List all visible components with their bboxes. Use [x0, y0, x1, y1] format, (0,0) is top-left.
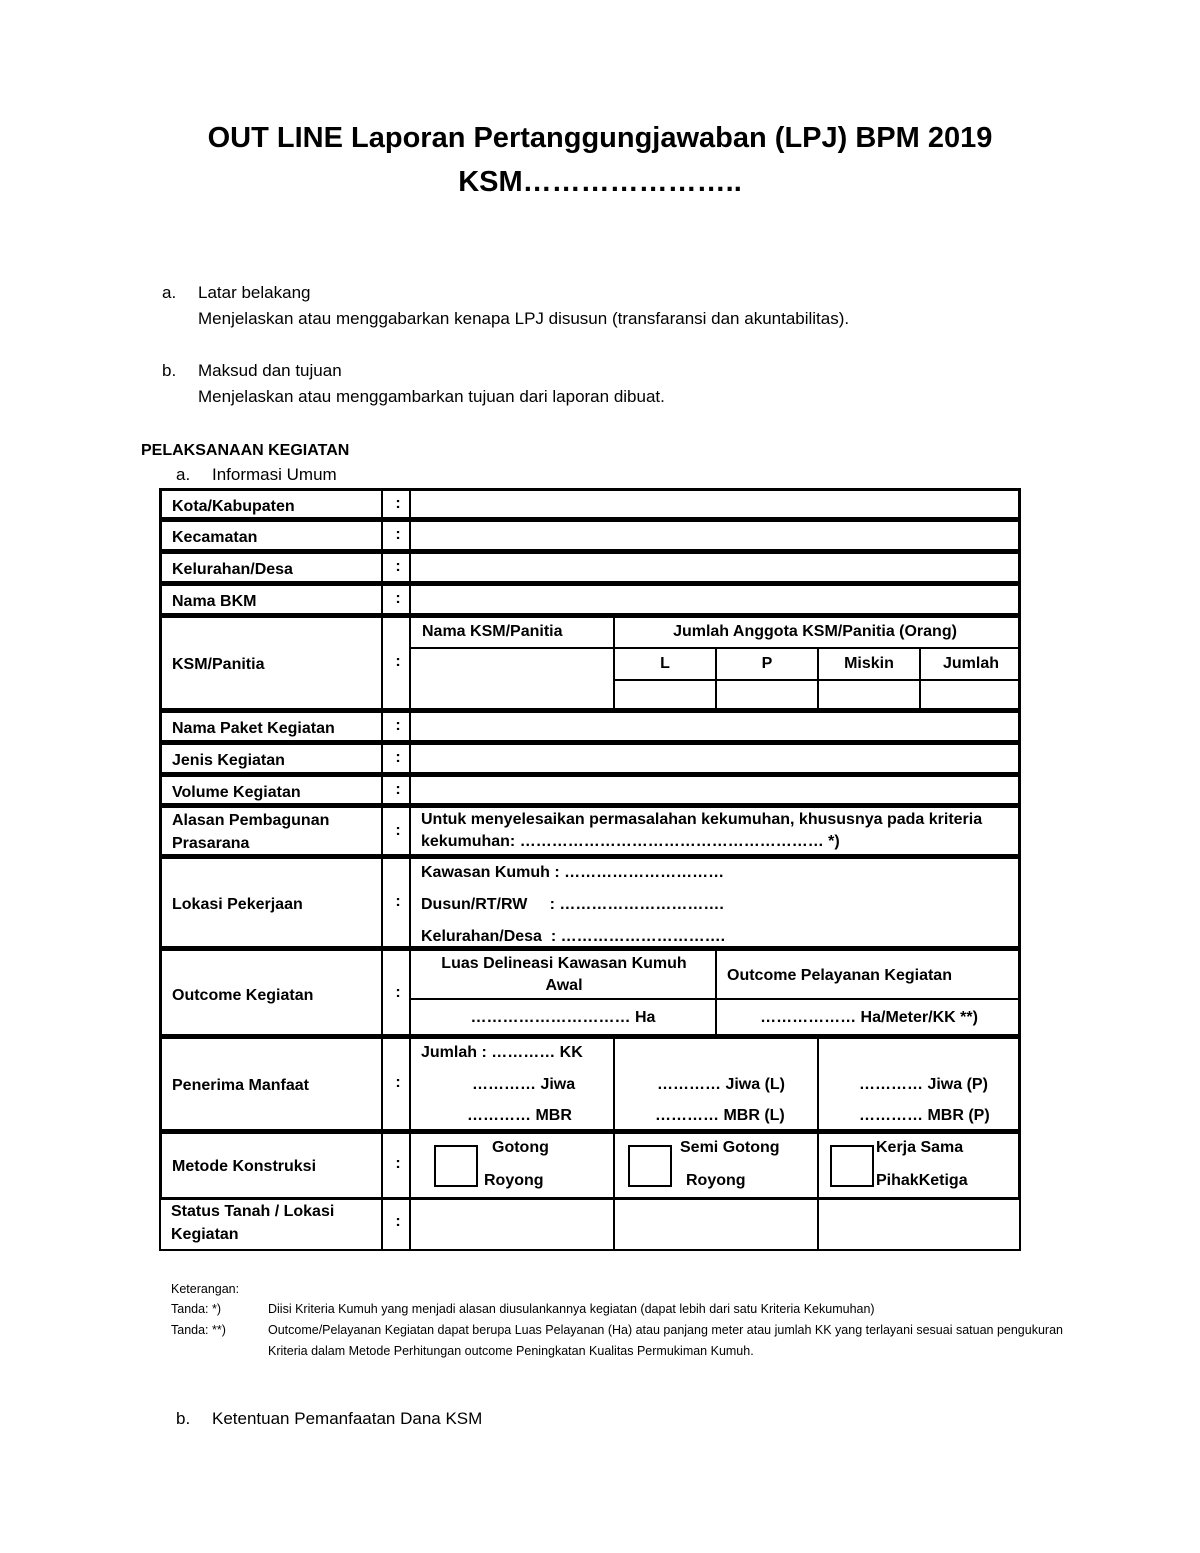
document-title-line2: KSM…………………..	[458, 166, 742, 198]
colon: :	[395, 1074, 401, 1091]
row-metode	[159, 1131, 1021, 1200]
opt3-line1: Kerja Sama	[876, 1139, 964, 1156]
row-jenis	[159, 742, 1021, 775]
document-title-line1: OUT LINE Laporan Pertanggungjawaban (LPJ) BPM 2019	[207, 122, 993, 154]
row-outcome	[159, 948, 1021, 1037]
section-b-heading: Maksud dan tujuan	[198, 361, 342, 380]
colon: :	[395, 749, 401, 766]
label-kelurahan: Kelurahan/Desa	[172, 561, 293, 578]
note1-tag: Tanda: *)	[171, 1302, 222, 1316]
penerima-mbr-l: ………… MBR (L)	[655, 1107, 785, 1124]
lokasi-dusun: Dusun/RT/RW : ………………………….	[421, 896, 724, 913]
note2-tag: Tanda: **)	[171, 1323, 226, 1337]
opt3-line2: PihakKetiga	[876, 1172, 968, 1189]
penerima-jiwa-p: ………… Jiwa (P)	[859, 1076, 988, 1093]
row-kelurahan	[159, 551, 1021, 584]
outcome-v2: ……………… Ha/Meter/KK **)	[760, 1009, 978, 1026]
opt1-line2: Royong	[484, 1172, 544, 1189]
col-p: P	[761, 655, 773, 672]
penerima-mbr: ………… MBR	[467, 1107, 572, 1124]
label-jenis: Jenis Kegiatan	[172, 752, 285, 769]
kerja-sama-pihak-ketiga-checkbox[interactable]	[830, 1145, 874, 1187]
colon: :	[395, 558, 401, 575]
outcome-h2: Outcome Pelayanan Kegiatan	[727, 967, 952, 984]
label-paket: Nama Paket Kegiatan	[172, 720, 335, 737]
colon: :	[395, 893, 401, 910]
colon: :	[395, 984, 401, 1001]
row-penerima	[159, 1036, 1021, 1132]
penerima-mbr-p: ………… MBR (P)	[859, 1107, 990, 1124]
row-alasan	[159, 805, 1021, 857]
row-ksm	[159, 615, 1021, 711]
row-kecamatan	[159, 519, 1021, 552]
row-bkm	[159, 583, 1021, 616]
colon: :	[395, 781, 401, 798]
alasan-text: Untuk menyelesaikan permasalahan kekumuhan, khususnya pada kriteria kekumuhan: ………………………………………………… *)	[421, 811, 983, 850]
label-kota: Kota/Kabupaten	[172, 498, 295, 515]
row-volume	[159, 774, 1021, 806]
opt2-line2: Royong	[686, 1172, 746, 1189]
label-outcome: Outcome Kegiatan	[172, 987, 314, 1004]
colon: :	[395, 590, 401, 607]
label-penerima: Penerima Manfaat	[172, 1077, 309, 1094]
colon: :	[395, 717, 401, 734]
col-l: L	[660, 655, 670, 672]
label-alasan: Alasan Pembagunan Prasarana	[172, 812, 330, 852]
note1-text: Diisi Kriteria Kumuh yang menjadi alasan diusulankannya kegiatan (dapat lebih dari satu Kriteria Kekumuhan)	[268, 1302, 875, 1316]
outcome-v1: ………………………… Ha	[470, 1009, 656, 1026]
colon: :	[395, 495, 401, 512]
colon: :	[395, 822, 401, 839]
lokasi-kelurahan: Kelurahan/Desa : ………………………….	[421, 928, 726, 945]
sub-a-label: Informasi Umum	[212, 465, 337, 484]
sub-a-marker: a.	[176, 465, 191, 484]
row-lokasi	[159, 856, 1021, 949]
note2-text: Outcome/Pelayanan Kegiatan dapat berupa Luas Pelayanan (Ha) atau panjang meter atau jumlah KK yang terlayani sesuai satuan pengukuran Kriteria dalam Metode Perhitungan outcome Peningkatan Kualitas Permukiman Kumuh.	[268, 1323, 1063, 1358]
gotong-royong-checkbox[interactable]	[434, 1145, 478, 1187]
opt2-line1: Semi Gotong	[680, 1139, 780, 1156]
notes-heading: Keterangan:	[171, 1282, 240, 1296]
label-lokasi: Lokasi Pekerjaan	[172, 896, 303, 913]
label-bkm: Nama BKM	[172, 593, 257, 610]
lokasi-kawasan: Kawasan Kumuh : …………………………	[421, 864, 725, 881]
section-b-marker: b.	[162, 361, 177, 380]
label-metode: Metode Konstruksi	[172, 1158, 317, 1175]
penerima-jumlah: Jumlah : ………… KK	[421, 1044, 583, 1061]
label-kecamatan: Kecamatan	[172, 529, 258, 546]
label-status: Status Tanah / Lokasi Kegiatan	[171, 1203, 335, 1243]
row-paket	[159, 710, 1021, 743]
outcome-h1: Luas Delineasi Kawasan Kumuh Awal	[441, 955, 687, 994]
col-miskin: Miskin	[844, 655, 894, 672]
semi-gotong-royong-checkbox[interactable]	[628, 1145, 672, 1187]
colon: :	[395, 1155, 401, 1172]
row-status	[159, 1199, 1021, 1251]
colon: :	[395, 1213, 401, 1230]
penerima-jiwa: ………… Jiwa	[472, 1076, 576, 1093]
section-b-text: Menjelaskan atau menggambarkan tujuan dari laporan dibuat.	[198, 387, 665, 406]
col-jumlah: Jumlah	[942, 655, 999, 672]
section-a-heading: Latar belakang	[198, 283, 311, 302]
label-ksm: KSM/Panitia	[172, 656, 265, 673]
ksm-nama-header: Nama KSM/Panitia	[422, 623, 563, 640]
pelaksanaan-heading: PELAKSANAAN KEGIATAN	[141, 442, 350, 459]
sub-b-label: Ketentuan Pemanfaatan Dana KSM	[212, 1409, 483, 1428]
section-a-text: Menjelaskan atau menggabarkan kenapa LPJ disusun (transfaransi dan akuntabilitas).	[198, 309, 850, 328]
sub-b-marker: b.	[176, 1409, 191, 1428]
penerima-jiwa-l: ………… Jiwa (L)	[657, 1076, 786, 1093]
ksm-jumlah-header: Jumlah Anggota KSM/Panitia (Orang)	[673, 623, 957, 640]
row-kota	[159, 488, 1021, 520]
section-a-marker: a.	[162, 283, 177, 302]
opt1-line1: Gotong	[492, 1139, 549, 1156]
label-volume: Volume Kegiatan	[172, 784, 301, 801]
informasi-umum-form	[159, 488, 1021, 1251]
colon: :	[395, 653, 401, 670]
colon: :	[395, 526, 401, 543]
